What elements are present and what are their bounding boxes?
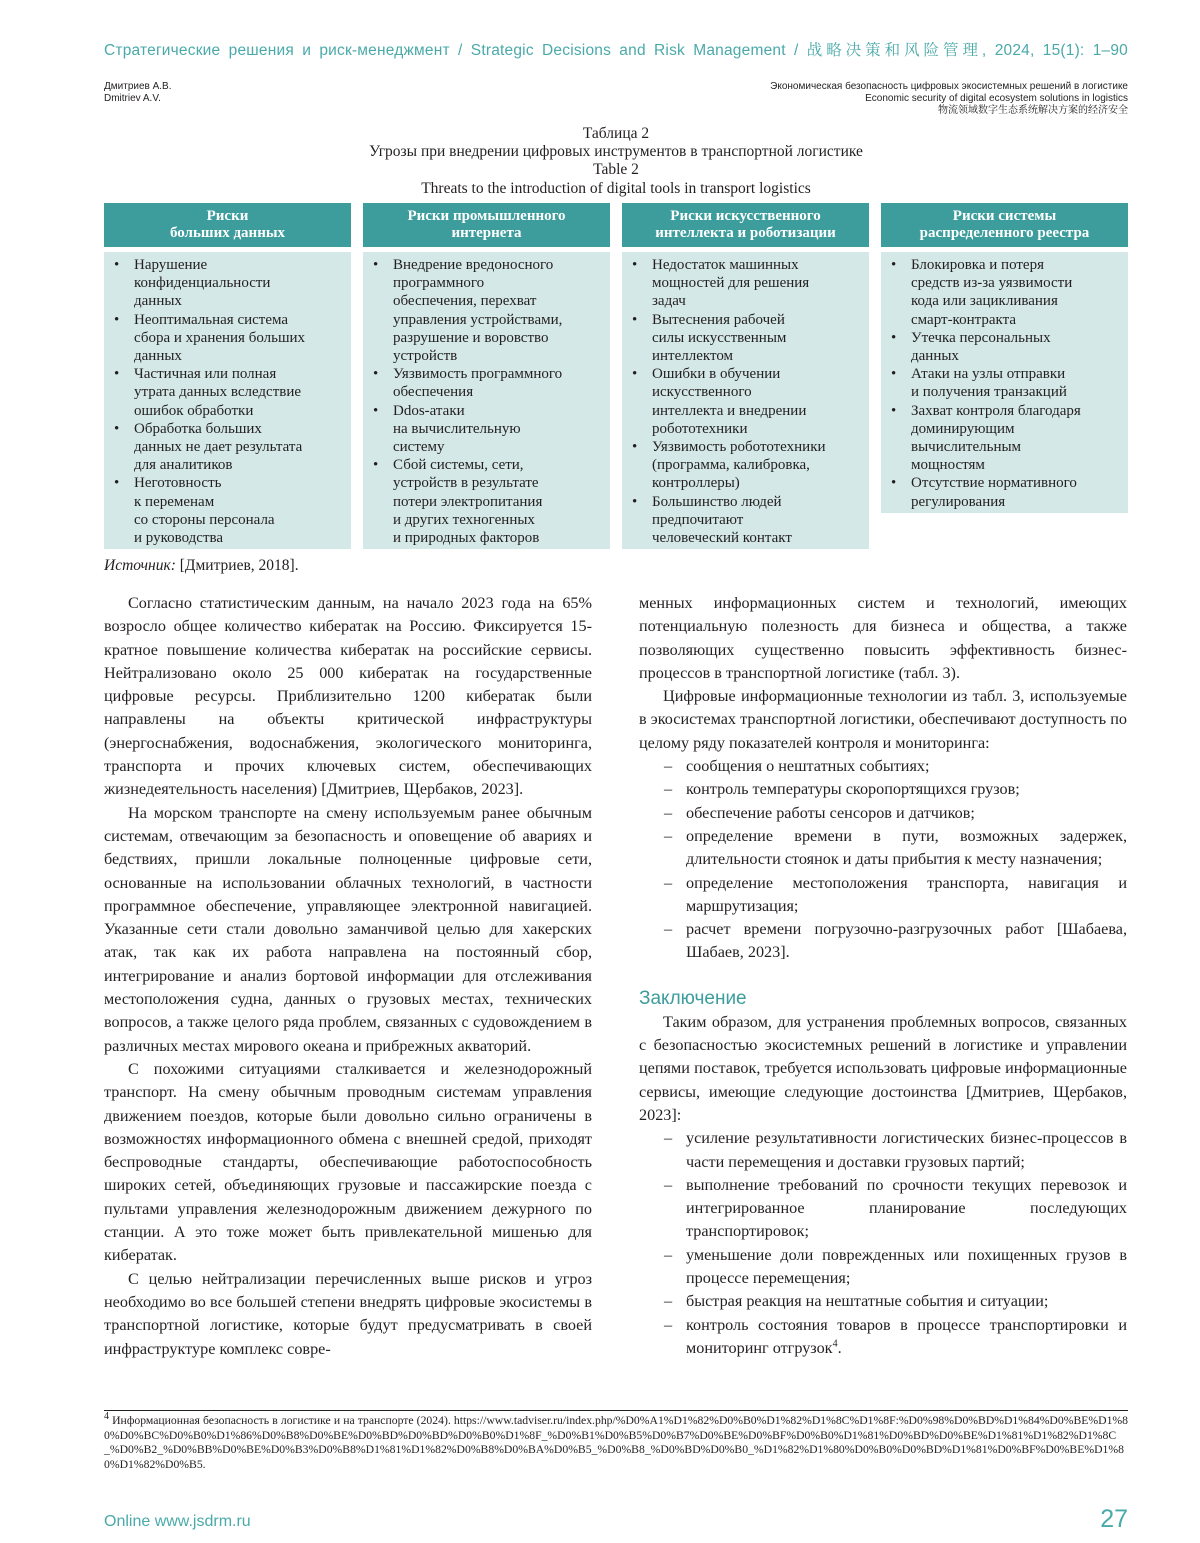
table-column-distributed-ledger bbox=[881, 203, 1128, 513]
body-paragraph: С целью нейтрализации перечисленных выше рисков и угроз необходимо во все большей степени внедрять цифровые экосистемы в транспортной логистике, которые будут предусматривать в своей инфраструктуре комплекс совре- bbox=[104, 1269, 592, 1358]
author-names bbox=[104, 81, 172, 105]
article-title-block bbox=[770, 81, 1128, 117]
table-header-line: интеллекта и роботизации bbox=[655, 225, 836, 241]
list-item: – определение местоположения транспорта, навигация и маршрутизация; bbox=[639, 872, 1127, 919]
table-column-body bbox=[363, 252, 610, 549]
threats-table bbox=[104, 203, 1128, 550]
table-column-ai-robotics bbox=[622, 203, 869, 549]
table-list-item: • Неготовность к переменам со стороны персонала и руководства bbox=[110, 474, 347, 547]
table-list-item: • Атаки на узлы отправки и получения транзакций bbox=[887, 365, 1124, 401]
table-header-line: Риски системы bbox=[952, 207, 1057, 224]
table-header-line: больших данных bbox=[169, 225, 286, 241]
table-header-line: Риски искусственного bbox=[670, 207, 821, 224]
table-column-header bbox=[104, 203, 351, 247]
table-list-item: • Сбой системы, сети, устройств в результате потери электропитания и других техногенных и природных факторов bbox=[369, 456, 606, 547]
table-list-item: • Большинство людей предпочитают человеческий контакт bbox=[628, 493, 865, 548]
table-caption-number-en: Table 2 bbox=[593, 161, 639, 179]
author-name-ru: Дмитриев А.В. bbox=[104, 81, 172, 92]
list-item: – быстрая реакция на нештатные события и ситуации; bbox=[639, 1290, 1127, 1313]
table-list-item: • Блокировка и потеря средств из-за уязвимости кода или зацикливания смарт-контракта bbox=[887, 256, 1124, 329]
list-item: – определение времени в пути, возможных задержек, длительности стоянок и даты прибытия к месту назначения; bbox=[639, 825, 1127, 872]
list-item-text: контроль состояния товаров в процессе транспортировки и мониторинг отгрузок bbox=[686, 1315, 1127, 1357]
table-caption bbox=[104, 125, 1128, 198]
table-list-item: • Нарушение конфиденциальности данных bbox=[110, 256, 347, 311]
article-title-zh: 物流领域数字生态系统解决方案的经济安全 bbox=[938, 105, 1128, 116]
conclusion-paragraph: Таким образом, для устранения проблемных вопросов, связанных с безопасностью экосистемных решений в логистике и управлении цепями поставок, требуется использовать цифровые информационные сервисы, имеющие следующие достоинства [Дмитриев, Щербаков, 2023]: bbox=[639, 1012, 1127, 1124]
list-item: – уменьшение доли поврежденных или похищенных грузов в процессе перемещения; bbox=[639, 1244, 1127, 1291]
table-source-note bbox=[104, 556, 299, 576]
body-paragraph: С похожими ситуациями сталкивается и железнодорожный транспорт. На смену обычным проводным системам управления движением поездов, которые были довольно сильно ограничены в возможностях информационного обмена с внешней средой, приходят беспроводные стандарты, обеспечивающие работоспособность широких сетей, объединяющих грузовые и пассажирские поезда с пультами управления железнодорожным движением дежурного по станции. А это тоже может быть привлекательной мишенью для кибератак. bbox=[104, 1059, 592, 1265]
article-title-en: Economic security of digital ecosystem solutions in logistics bbox=[865, 93, 1128, 104]
list-item: – контроль температуры скоропортящихся грузов; bbox=[639, 778, 1127, 801]
list-item: – выполнение требований по срочности текущих перевозок и интегрированное планирование последующих транспортировок; bbox=[639, 1174, 1127, 1244]
conclusion-heading: Заключение bbox=[639, 987, 747, 1009]
body-paragraph: Цифровые информационные технологии из табл. 3, используемые в экосистемах транспортной логистики, обеспечивают доступность по целому ряду показателей контроля и мониторинга: bbox=[639, 687, 1127, 752]
journal-site-link[interactable]: Online www.jsdrm.ru bbox=[104, 1513, 251, 1530]
table-header-line: Риски промышленного bbox=[407, 207, 566, 224]
table-list-item: • Обработка больших данных не дает результата для аналитиков bbox=[110, 420, 347, 475]
footnote-mark: 4 bbox=[104, 1411, 109, 1423]
source-label: Источник: bbox=[104, 557, 176, 574]
body-column-right bbox=[639, 592, 1127, 1360]
table-caption-title-en: Threats to the introduction of digital tools in transport logistics bbox=[421, 179, 811, 197]
table-list-item: • Уязвимость робототехники (программа, калибровка, контроллеры) bbox=[628, 438, 865, 493]
table-column-big-data bbox=[104, 203, 351, 549]
table-column-industrial-internet bbox=[363, 203, 610, 549]
article-title-ru: Экономическая безопасность цифровых экосистемных решений в логистике bbox=[770, 81, 1128, 92]
footnote-divider bbox=[104, 1410, 1128, 1411]
table-column-body bbox=[104, 252, 351, 549]
list-item bbox=[639, 1314, 1127, 1361]
list-item: – расчет времени погрузочно-разгрузочных работ [Шабаева, Шабаев, 2023]. bbox=[639, 918, 1127, 965]
source-reference: [Дмитриев, 2018]. bbox=[175, 557, 299, 574]
monitoring-list bbox=[639, 755, 1127, 965]
list-item-end: . bbox=[837, 1338, 842, 1357]
table-list-item: • Частичная или полная утрата данных вследствие ошибок обработки bbox=[110, 365, 347, 420]
table-list-item: • Ошибки в обучении искусственного интеллекта и внедрении робототехники bbox=[628, 365, 865, 438]
table-list-item: • Неоптимальная система сбора и хранения больших данных bbox=[110, 311, 347, 366]
table-header-line: интернета bbox=[451, 225, 522, 241]
page-number: 27 bbox=[1100, 1505, 1128, 1533]
list-item: – обеспечение работы сенсоров и датчиков; bbox=[639, 802, 1127, 825]
table-caption-title-ru: Угрозы при внедрении цифровых инструментов в транспортной логистике bbox=[369, 143, 863, 161]
body-paragraph: На морском транспорте на смену используемым ранее обычным системам, отвечающим за безопасность и оповещение об авариях и бедствиях, пришли локальные полноценные цифровые сети, основанные на использовании облачных технологий, в частности программное обеспечение, управляющее электронной навигацией. Указанные сети стали довольно заманчивой целью для хакерских атак, так как их работа направлена на постоянный сбор, интегрирование и анализ бортовой информации для отслеживания местоположения судна, данных о грузовых местах, технических вопросов, а также целого ряда проблем, связанных с судовождением в различных местах мирового океана и прибрежных акваторий. bbox=[104, 803, 592, 1055]
table-caption-number-ru: Таблица 2 bbox=[582, 125, 650, 142]
author-name-en: Dmitriev A.V. bbox=[104, 93, 161, 104]
table-column-body bbox=[622, 252, 869, 549]
footnote-text[interactable]: Информационная безопасность в логистике и на транспорте (2024). https://www.tadviser.ru/index.php/%D0%A1%D1%82%D0%B0%D1%82%D1%8C%D1%8F:%D0%98%D0%BD%D1%84%D0%BE%D1%80%D0%BC%D0%B0%D1%86%D0%B8%D0%BE%D0%BD%D0%BD%D0%B0%D1%8F_%D0%B1%D0%B5%D0%B7%D0%BE%D0%BF%D0%B0%D1%81%D0%BD%D0%BE%D1%81%D1%82%D1%8C_%D0%B2_%D0%BB%D0%BE%D0%B3%D0%B8%D1%81%D1%82%D0%B8%D0%BA%D0%B5_%D0%B8_%D0%BD%D0%B0_%D1%82%D1%80%D0%B0%D0%BD%D1%81%D0%BF%D0%BE%D1%80%D1%82%D0%B5. bbox=[104, 1414, 1128, 1471]
list-item: – усиление результативности логистических бизнес-процессов в части перемещения и доставки грузовых партий; bbox=[639, 1127, 1127, 1174]
table-list-item: • Недостаток машинных мощностей для решения задач bbox=[628, 256, 865, 311]
table-list-item: • Захват контроля благодаря доминирующим вычислительным мощностям bbox=[887, 402, 1124, 475]
list-item: – сообщения о нештатных событиях; bbox=[639, 755, 1127, 778]
table-list-item: • Уязвимость программного обеспечения bbox=[369, 365, 606, 401]
footnote bbox=[104, 1411, 1128, 1472]
table-header-line: Риски bbox=[206, 207, 249, 224]
running-head: Стратегические решения и риск-менеджмент / Strategic Decisions and Risk Management / 战略决策和风险管理, 2024, 15(1): 1–90 bbox=[104, 42, 1128, 59]
table-list-item: • Вытеснения рабочей силы искусственным интеллектом bbox=[628, 311, 865, 366]
advantages-list bbox=[639, 1127, 1127, 1360]
table-list-item: • Внедрение вредоносного программного обеспечения, перехват управления устройствами, разрушение и воровство устройств bbox=[369, 256, 606, 365]
table-list-item: • Утечка персональных данных bbox=[887, 329, 1124, 365]
table-list-item: • Отсутствие нормативного регулирования bbox=[887, 474, 1124, 510]
body-column-left bbox=[104, 592, 592, 1361]
table-list-item: • Ddos-атаки на вычислительную систему bbox=[369, 402, 606, 457]
body-paragraph-continuation: менных информационных систем и технологий, имеющих потенциальную полезность для бизнеса и общества, а также позволяющих существенно повысить эффективность бизнес-процессов в транспортной логистике (табл. 3). bbox=[639, 594, 1127, 682]
body-paragraph: Согласно статистическим данным, на начало 2023 года на 65% возросло общее количество кибератак на Россию. Фиксируется 15-кратное повышение количества кибератак на российские сервисы. Нейтрализовано около 25 000 кибератак на государственные цифровые ресурсы. Приблизительно 1200 кибератак были направлены на объекты критической инфраструктуры (энергоснабжения, водоснабжения, экологического мониторинга, транспорта и прочих ключевых систем, обеспечивающих жизнедеятельность населения) [Дмитриев, Щербаков, 2023]. bbox=[104, 594, 592, 799]
footnote-reference[interactable]: 4 bbox=[832, 1338, 838, 1350]
table-column-header bbox=[881, 203, 1128, 247]
table-column-body bbox=[881, 252, 1128, 513]
table-header-line: распределенного реестра bbox=[919, 225, 1090, 241]
table-column-header bbox=[622, 203, 869, 247]
table-column-header bbox=[363, 203, 610, 247]
